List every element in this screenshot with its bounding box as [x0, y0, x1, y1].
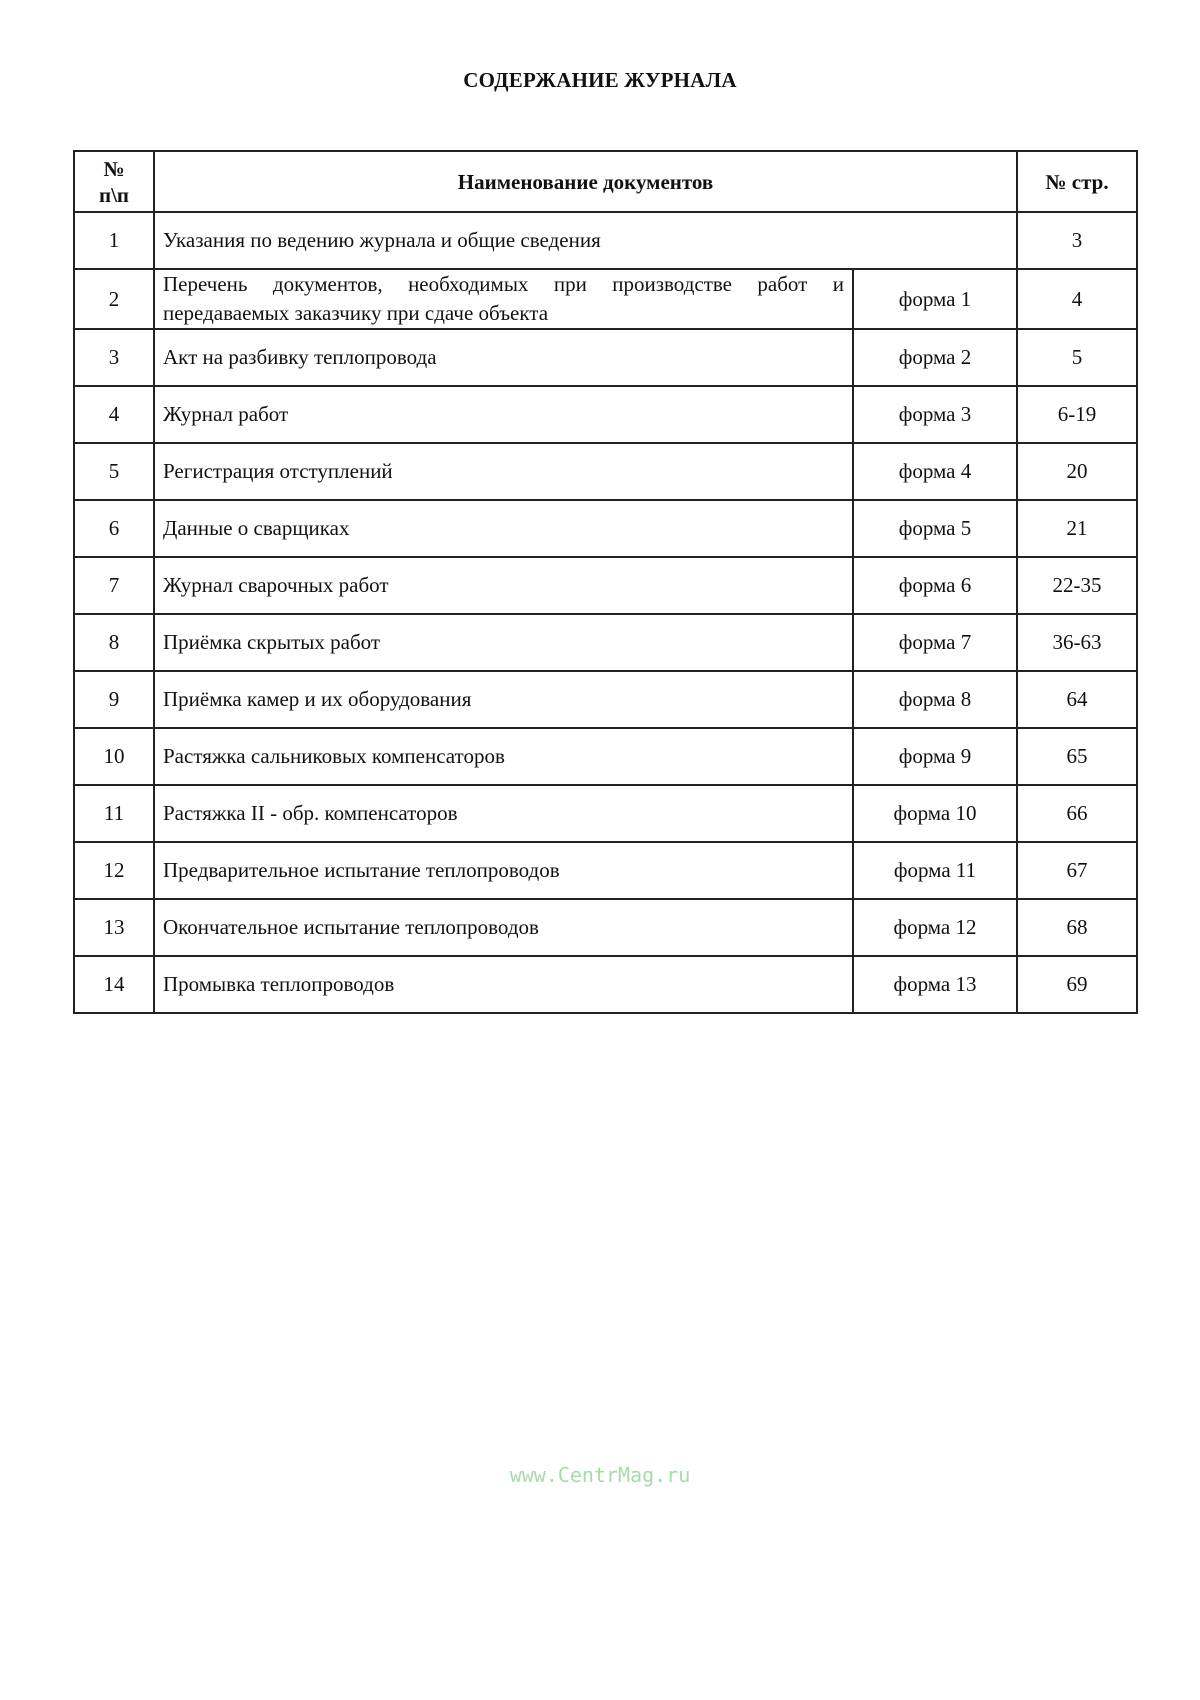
row-page: 21: [1017, 500, 1137, 557]
row-page: 66: [1017, 785, 1137, 842]
watermark: www.CentrMag.ru: [509, 1463, 691, 1487]
row-document-name: Журнал сварочных работ: [154, 557, 853, 614]
row-form: форма 5: [853, 500, 1017, 557]
table-row: [74, 671, 1137, 728]
row-document-name: Окончательное испытание теплопроводов: [154, 899, 853, 956]
row-number: 3: [74, 329, 154, 386]
table-row: [74, 899, 1137, 956]
row-document-name: Акт на разбивку теплопровода: [154, 329, 853, 386]
header-number: [74, 151, 154, 212]
table-row: [74, 329, 1137, 386]
row-form: форма 9: [853, 728, 1017, 785]
row-page: 3: [1017, 212, 1137, 269]
row-document-name: Промывка теплопроводов: [154, 956, 853, 1013]
table-row: [74, 386, 1137, 443]
row-number: 12: [74, 842, 154, 899]
row-page: 4: [1017, 269, 1137, 329]
header-document-name: Наименование документов: [154, 151, 1017, 212]
row-document-name: Приёмка камер и их оборудования: [154, 671, 853, 728]
contents-table: [73, 150, 1138, 1014]
row-form: форма 2: [853, 329, 1017, 386]
row-form: форма 8: [853, 671, 1017, 728]
row-form: форма 1: [853, 269, 1017, 329]
table-row: [74, 785, 1137, 842]
table-row: [74, 557, 1137, 614]
row-page: 69: [1017, 956, 1137, 1013]
row-number: 14: [74, 956, 154, 1013]
table-row: [74, 956, 1137, 1013]
row-document-name: Регистрация отступлений: [154, 443, 853, 500]
row-number: 13: [74, 899, 154, 956]
row-number: 8: [74, 614, 154, 671]
header-number-label: № п\п: [98, 156, 130, 207]
row-number: 1: [74, 212, 154, 269]
row-document-name: Растяжка II - обр. компенсаторов: [154, 785, 853, 842]
table-row: [74, 614, 1137, 671]
row-form: форма 13: [853, 956, 1017, 1013]
document-title: СОДЕРЖАНИЕ ЖУРНАЛА: [463, 68, 737, 92]
table-row: [74, 842, 1137, 899]
row-document-name: Растяжка сальниковых компенсаторов: [154, 728, 853, 785]
row-page: 20: [1017, 443, 1137, 500]
row-document-name: Перечень документов, необходимых при производстве работ и передаваемых заказчику при сдаче объекта: [154, 269, 853, 329]
row-number: 4: [74, 386, 154, 443]
row-page: 67: [1017, 842, 1137, 899]
row-form: форма 11: [853, 842, 1017, 899]
row-document-name: Предварительное испытание теплопроводов: [154, 842, 853, 899]
row-form: форма 4: [853, 443, 1017, 500]
row-document-name: Журнал работ: [154, 386, 853, 443]
table-row: [74, 728, 1137, 785]
row-number: 10: [74, 728, 154, 785]
table-header-row: [74, 151, 1137, 212]
row-number: 11: [74, 785, 154, 842]
header-page: № стр.: [1017, 151, 1137, 212]
row-document-name: Указания по ведению журнала и общие сведения: [154, 212, 1017, 269]
row-page: 22-35: [1017, 557, 1137, 614]
row-form: форма 12: [853, 899, 1017, 956]
row-form: форма 3: [853, 386, 1017, 443]
row-number: 6: [74, 500, 154, 557]
table-row: [74, 212, 1137, 269]
row-number: 9: [74, 671, 154, 728]
row-form: форма 10: [853, 785, 1017, 842]
row-page: 65: [1017, 728, 1137, 785]
row-page: 64: [1017, 671, 1137, 728]
table-body: [74, 212, 1137, 1013]
row-number: 7: [74, 557, 154, 614]
row-number: 5: [74, 443, 154, 500]
row-page: 5: [1017, 329, 1137, 386]
row-form: форма 6: [853, 557, 1017, 614]
row-document-name: Приёмка скрытых работ: [154, 614, 853, 671]
row-page: 6-19: [1017, 386, 1137, 443]
row-form: форма 7: [853, 614, 1017, 671]
table-row: [74, 269, 1137, 329]
table-row: [74, 500, 1137, 557]
row-page: 36-63: [1017, 614, 1137, 671]
row-number: 2: [74, 269, 154, 329]
table-row: [74, 443, 1137, 500]
row-page: 68: [1017, 899, 1137, 956]
row-document-name: Данные о сварщиках: [154, 500, 853, 557]
